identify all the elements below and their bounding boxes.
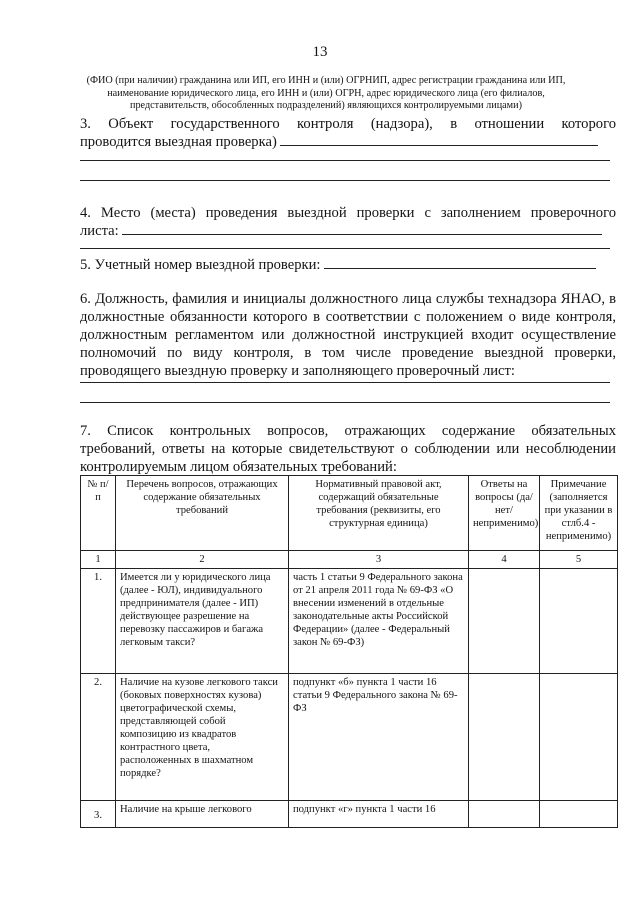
row-note-cell[interactable] xyxy=(540,674,618,801)
column-number: 4 xyxy=(469,551,540,569)
row-answer-cell[interactable] xyxy=(469,674,540,801)
section-4-line2: листа: xyxy=(80,223,119,239)
row-number: 2. xyxy=(81,674,116,801)
blank-line[interactable] xyxy=(80,248,610,249)
header-questions: Перечень вопросов, отражающих содержание обязательных требований xyxy=(116,476,289,551)
object-fill-line[interactable] xyxy=(280,133,598,146)
place-fill-line[interactable] xyxy=(122,222,602,235)
section-6-text: 6. Должность, фамилия и инициалы должностного лица службы технадзора ЯНАО, в должностные обязанности которого в соответствии с положением о виде контроля, должностным регламентом или должностной инструкцией входит осуществление полномочий по виду контроля, в том числе проведение выездной проверки, проводящего выездную проверку и заполняющего проверочный лист: xyxy=(80,291,616,379)
table-row xyxy=(81,569,618,674)
table-row xyxy=(81,801,618,828)
section-3-line2-wrap xyxy=(80,133,616,151)
row-number: 1. xyxy=(81,569,116,674)
section-5-wrap xyxy=(80,256,616,274)
row-legal-act: подпункт «б» пункта 1 части 16 статьи 9 Федерального закона № 69-ФЗ xyxy=(289,674,469,801)
table-row xyxy=(81,674,618,801)
checklist-table xyxy=(80,475,618,828)
row-question: Имеется ли у юридического лица (далее - ЮЛ), индивидуального предпринимателя (далее - ИП) действующее разрешение на перевозку пассажиров и багажа легковым такси? xyxy=(116,569,289,674)
column-number: 5 xyxy=(540,551,618,569)
column-number: 1 xyxy=(81,551,116,569)
section-5-label: 5. Учетный номер выездной проверки: xyxy=(80,257,321,273)
column-numbers-row xyxy=(81,551,618,569)
column-number: 3 xyxy=(289,551,469,569)
header-note: Примечание (заполняется при указании в стлб.4 - неприменимо) xyxy=(540,476,618,551)
field-caption: (ФИО (при наличии) гражданина или ИП, его ИНН и (или) ОГРНИП, адрес регистрации гражданина или ИП, наименование юридического лица, его ИНН и (или) ОГРН, адрес юридического лица (его филиалов, представительств, обособленных подразделений) являющихся контролируемыми лицами) xyxy=(86,75,566,112)
section-7-text: 7. Список контрольных вопросов, отражающих содержание обязательных требований, ответы на которые свидетельствуют о соблюдении или несоблюдении контролируемым лицом обязательных требований: xyxy=(80,423,616,475)
page-number: 13 xyxy=(312,44,328,60)
row-question: Наличие на кузове легкового такси (боковых поверхностях кузова) цветографической схемы, представляющей собой композицию из квадратов контрастного цвета, расположенных в шахматном порядке? xyxy=(116,674,289,801)
row-note-cell[interactable] xyxy=(540,801,618,828)
section-3-line1: 3. Объект государственного контроля (надзора), в отношении которого xyxy=(80,116,616,132)
blank-line[interactable] xyxy=(80,382,610,383)
header-answers: Ответы на вопросы (да/нет/неприменимо) xyxy=(469,476,540,551)
row-legal-act: часть 1 статьи 9 Федерального закона от 21 апреля 2011 года № 69-ФЗ «О внесении изменений в отдельные законодательные акты Российской Федерации» (далее - Федеральный закон № 69-ФЗ) xyxy=(289,569,469,674)
section-3-line2: проводится выездная проверка) xyxy=(80,134,277,150)
row-question: Наличие на крыше легкового xyxy=(116,801,289,828)
table-header-row xyxy=(81,476,618,551)
blank-line[interactable] xyxy=(80,180,610,181)
column-number: 2 xyxy=(116,551,289,569)
row-number: 3. xyxy=(81,801,116,828)
record-number-fill-line[interactable] xyxy=(324,256,596,269)
blank-line[interactable] xyxy=(80,160,610,161)
blank-line[interactable] xyxy=(80,402,610,403)
header-num: № п/п xyxy=(81,476,116,551)
row-answer-cell[interactable] xyxy=(469,801,540,828)
row-answer-cell[interactable] xyxy=(469,569,540,674)
section-4-line2-wrap xyxy=(80,222,616,240)
row-legal-act: подпункт «г» пункта 1 части 16 xyxy=(289,801,469,828)
row-note-cell[interactable] xyxy=(540,569,618,674)
header-legal-act: Нормативный правовой акт, содержащий обязательные требования (реквизиты, его структурная единица) xyxy=(289,476,469,551)
section-4-line1: 4. Место (места) проведения выездной проверки с заполнением проверочного xyxy=(80,205,616,221)
